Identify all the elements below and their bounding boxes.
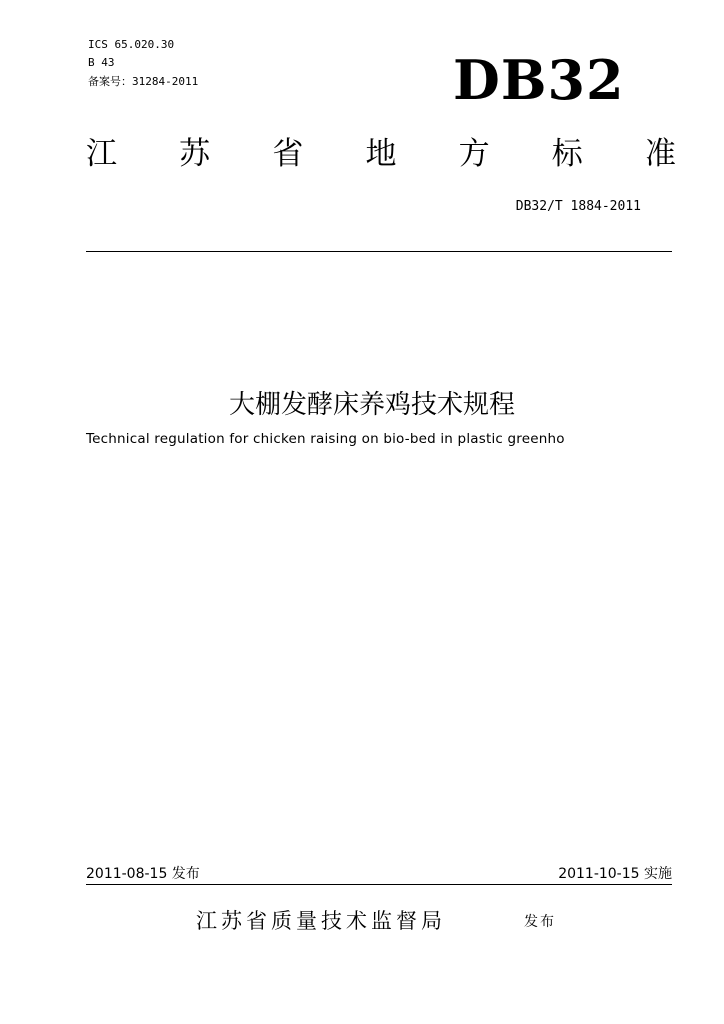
standard-type-char: 地 bbox=[365, 136, 397, 172]
standard-type-char: 江 bbox=[86, 136, 117, 172]
record-number: 备案号：31284-2011 bbox=[88, 75, 199, 88]
top-divider bbox=[86, 251, 672, 252]
classification-code: B 43 bbox=[88, 56, 115, 69]
issuer-name: 江苏省质量技术监督局 bbox=[196, 909, 446, 933]
standard-type-char: 省 bbox=[272, 136, 304, 172]
title-english: Technical regulation for chicken raising on bio-bed in plastic greenho bbox=[86, 431, 565, 447]
issuer-suffix: 发布 bbox=[524, 914, 556, 930]
standard-type-char: 苏 bbox=[179, 136, 211, 172]
standard-type-char: 方 bbox=[458, 136, 490, 172]
standard-type-char: 标 bbox=[551, 136, 583, 172]
title-chinese: 大棚发酵床养鸡技术规程 bbox=[228, 390, 515, 420]
ics-code: ICS 65.020.30 bbox=[88, 38, 175, 51]
db-logo: DB32 bbox=[453, 48, 625, 112]
standard-type bbox=[86, 134, 676, 174]
implement-date: 2011-10-15 实施 bbox=[558, 866, 672, 882]
publish-date: 2011-08-15 发布 bbox=[86, 866, 200, 882]
bottom-divider bbox=[86, 884, 672, 885]
standard-number: DB32/T 1884-2011 bbox=[515, 199, 641, 214]
standard-type-char: 准 bbox=[644, 136, 676, 172]
